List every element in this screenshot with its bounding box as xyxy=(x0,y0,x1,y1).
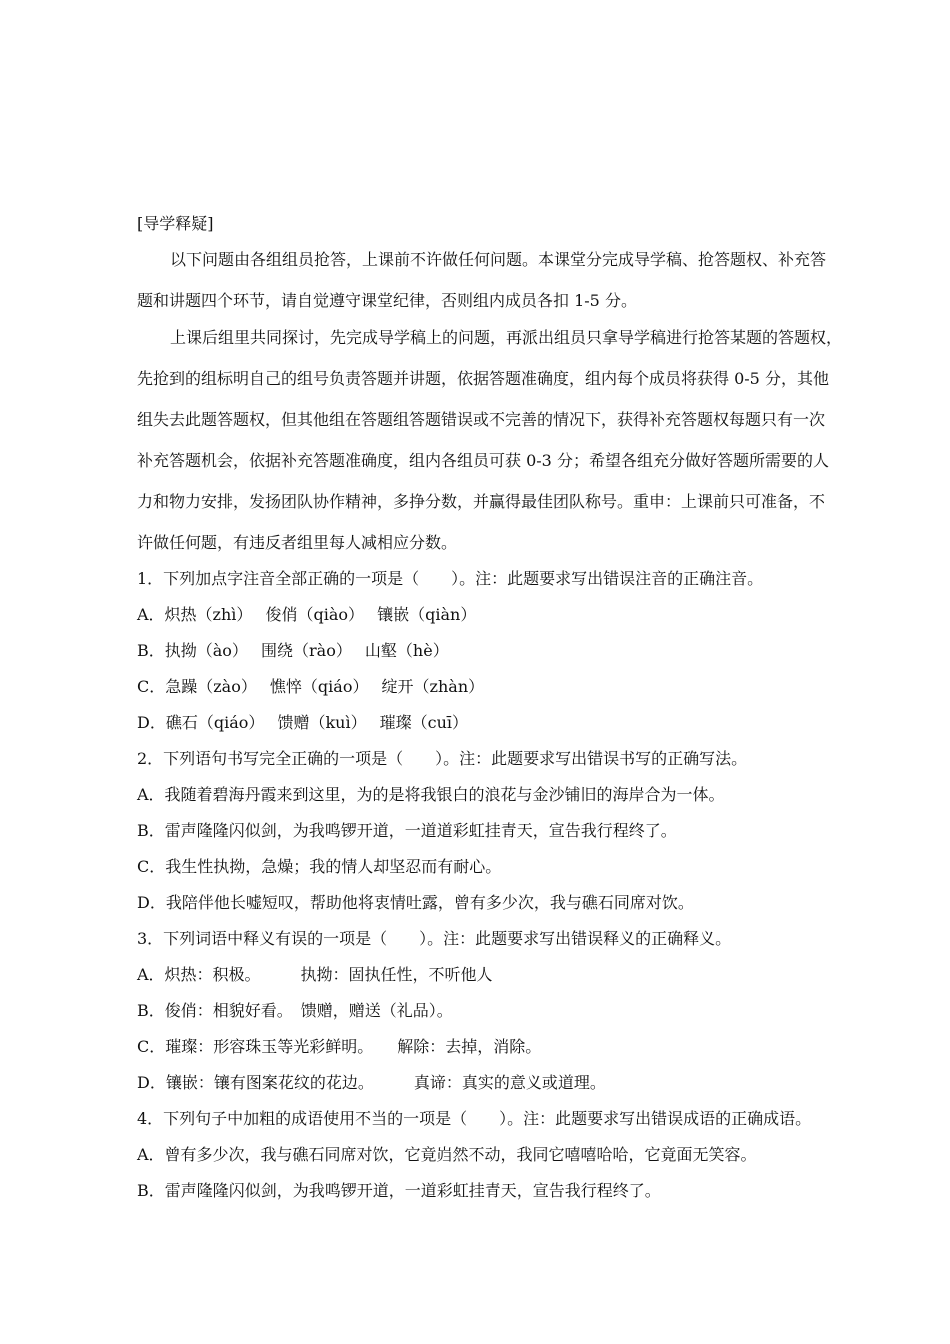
question-1-option-b: B．执拗（ào） 围绕（rào） 山壑（hè） xyxy=(137,641,449,660)
question-1-stem: 1．下列加点字注音全部正确的一项是（ ）。注：此题要求写出错误注音的正确注音。 xyxy=(137,569,764,588)
intro-paragraph-2-line-6: 许做任何题，有违反者组里每人减相应分数。 xyxy=(137,533,458,552)
section-title: [导学释疑] xyxy=(137,214,214,233)
question-2-option-d: D．我陪伴他长嘘短叹，帮助他将衷情吐露，曾有多少次，我与礁石同席对饮。 xyxy=(137,893,694,912)
question-2-stem: 2．下列语句书写完全正确的一项是（ ）。注：此题要求写出错误书写的正确写法。 xyxy=(137,749,748,768)
question-3-stem: 3．下列词语中释义有误的一项是（ ）。注：此题要求写出错误释义的正确释义。 xyxy=(137,929,732,948)
intro-paragraph-2-line-3: 组失去此题答题权，但其他组在答题组答题错误或不完善的情况下，获得补充答题权每题只有一次 xyxy=(137,410,826,429)
intro-paragraph-2-line-2: 先抢到的组标明自己的组号负责答题并讲题，依据答题准确度，组内每个成员将获得 0-5 分，其他 xyxy=(137,369,829,388)
question-3-option-a: A．炽热：积极。 执拗：固执任性，不听他人 xyxy=(137,965,493,984)
question-2-option-a: A．我随着碧海丹霞来到这里，为的是将我银白的浪花与金沙铺旧的海岸合为一体。 xyxy=(137,785,725,804)
intro-paragraph-2-line-5: 力和物力安排，发扬团队协作精神，多挣分数，并赢得最佳团队称号。重申：上课前只可准备，不 xyxy=(137,492,826,511)
question-1-option-a: A．炽热（zhì） 俊俏（qiào） 镶嵌（qiàn） xyxy=(137,605,477,624)
intro-paragraph-1-line-2: 题和讲题四个环节，请自觉遵守课堂纪律，否则组内成员各扣 1-5 分。 xyxy=(137,291,637,310)
intro-paragraph-1-line-1: 以下问题由各组组员抢答，上课前不许做任何问题。本课堂分完成导学稿、抢答题权、补充答 xyxy=(170,250,827,269)
question-4-option-a: A．曾有多少次，我与礁石同席对饮，它竟岿然不动，我同它嘻嘻哈哈，它竟面无笑容。 xyxy=(137,1145,757,1164)
question-3-option-d: D．镶嵌：镶有图案花纹的花边。 真谛：真实的意义或道理。 xyxy=(137,1073,606,1092)
question-3-option-c: C．璀璨：形容珠玉等光彩鲜明。 解除：去掉，消除。 xyxy=(137,1037,542,1056)
question-1-option-c: C．急躁（zào） 憔悴（qiáo） 绽开（zhàn） xyxy=(137,677,485,696)
question-4-option-b: B．雷声隆隆闪似剑，为我鸣锣开道，一道彩虹挂青天，宣告我行程终了。 xyxy=(137,1181,661,1200)
question-2-option-b: B．雷声隆隆闪似剑，为我鸣锣开道，一道道彩虹挂青天，宣告我行程终了。 xyxy=(137,821,677,840)
question-2-option-c: C．我生性执拗，急燥；我的情人却坚忍而有耐心。 xyxy=(137,857,502,876)
intro-paragraph-2-line-4: 补充答题机会，依据补充答题准确度，组内各组员可获 0-3 分；希望各组充分做好答题所需要的人 xyxy=(137,451,829,470)
question-4-stem: 4．下列句子中加粗的成语使用不当的一项是（ ）。注：此题要求写出错误成语的正确成语。 xyxy=(137,1109,812,1128)
question-1-option-d: D．礁石（qiáo） 馈赠（kuì） 璀璨（cuī） xyxy=(137,713,469,732)
intro-paragraph-2-line-1: 上课后组里共同探讨，先完成导学稿上的问题，再派出组员只拿导学稿进行抢答某题的答题权， xyxy=(170,328,843,347)
question-3-option-b: B．俊俏：相貌好看。 馈赠，赠送（礼品）。 xyxy=(137,1001,453,1020)
